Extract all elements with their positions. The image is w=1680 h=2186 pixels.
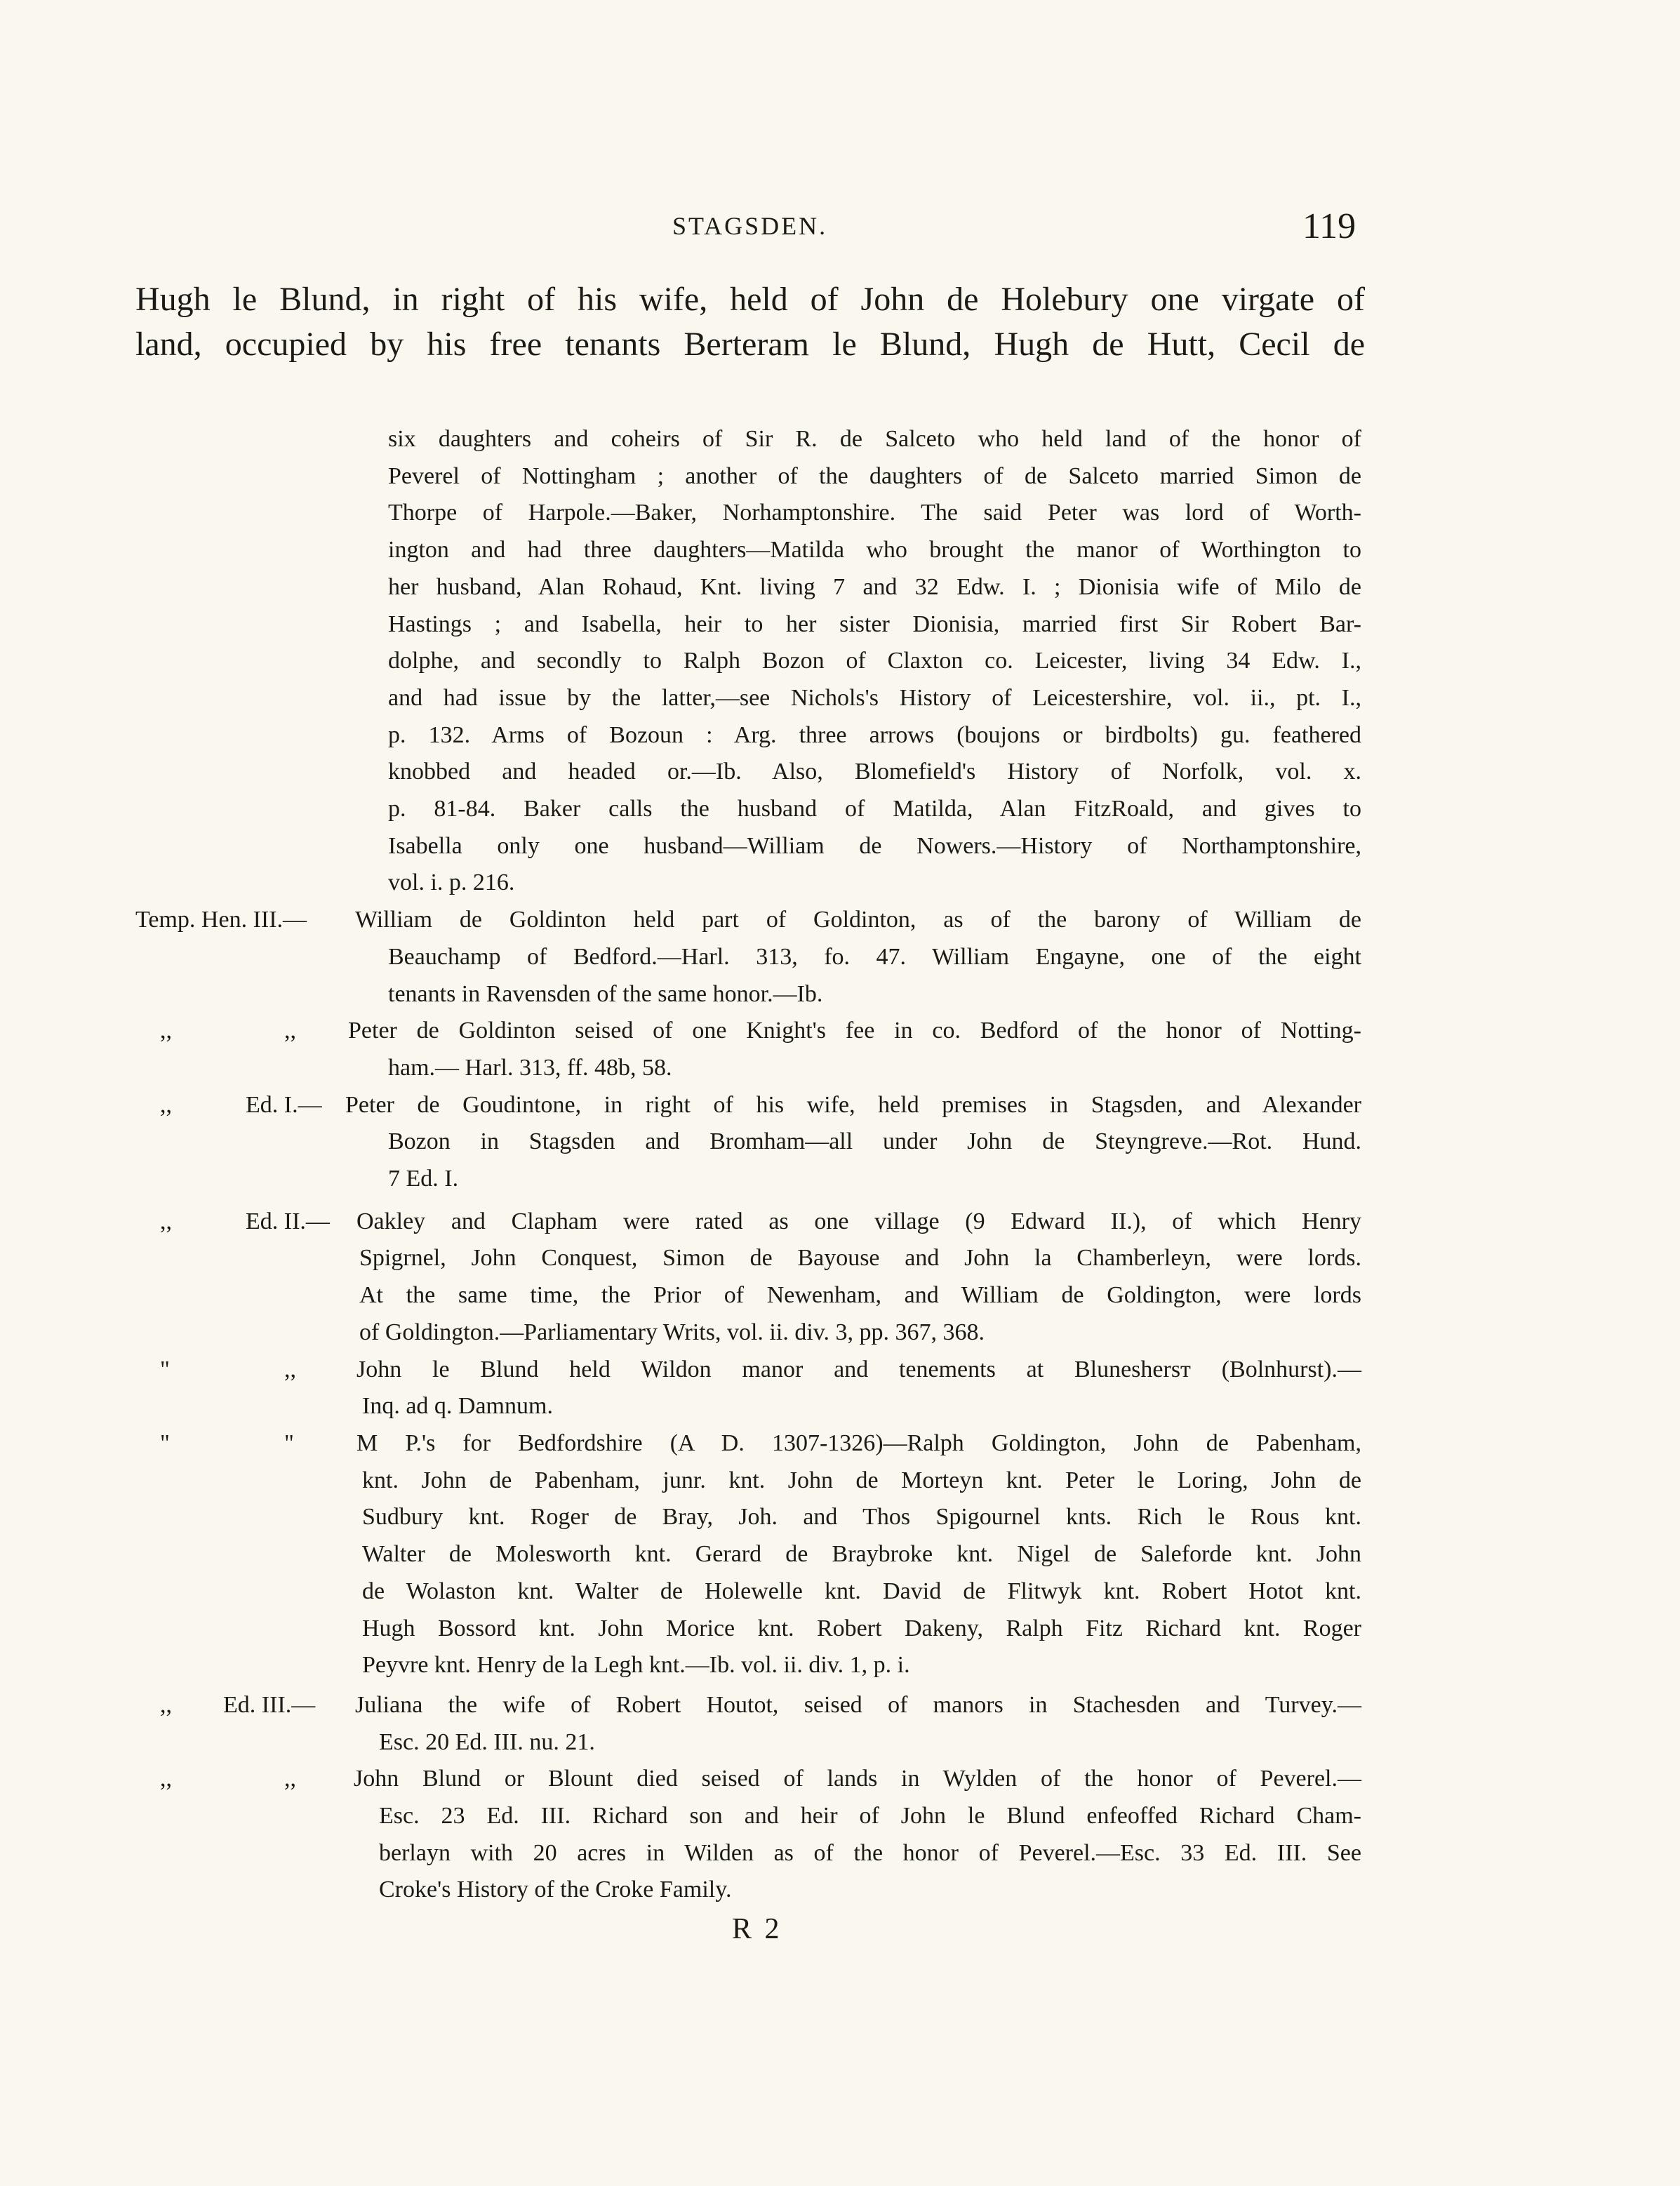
intro-line: Hugh le Blund, in right of his wife, held of John de Holebury one virgate of xyxy=(135,281,1365,318)
entry-line: Sudbury knt. Roger de Bray, Joh. and Thos Spigournel knts. Rich le Rous knt. xyxy=(362,1504,1361,1531)
note-line: knobbed and headed or.—Ib. Also, Blomefield's History of Norfolk, vol. x. xyxy=(388,759,1361,785)
ditto-mark: " xyxy=(160,1356,170,1382)
note-line: her husband, Alan Rohaud, Knt. living 7 and 32 Edw. I. ; Dionisia wife of Milo de xyxy=(388,573,1361,600)
ditto-mark: " xyxy=(284,1429,294,1456)
chronicle-entry xyxy=(0,1087,1680,1198)
ditto-mark: ,, xyxy=(284,1766,296,1792)
entry-first-line: John Blund or Blount died seised of lands in Wylden of the honor of Peverel.— xyxy=(354,1766,1361,1792)
chronicle-entry xyxy=(0,1013,1680,1086)
printer-signature: R 2 xyxy=(732,1913,782,1945)
page-number: 119 xyxy=(1302,206,1356,246)
note-line: ington and had three daughters—Matilda who brought the manor of Worthington to xyxy=(388,537,1361,564)
note-line: p. 81-84. Baker calls the husband of Matilda, Alan FitzRoald, and gives to xyxy=(388,796,1361,822)
ditto-mark: " xyxy=(160,1429,170,1456)
note-line: six daughters and coheirs of Sir R. de Salceto who held land of the honor of xyxy=(388,426,1361,452)
entry-line: 7 Ed. I. xyxy=(388,1166,459,1192)
note-line: Peverel of Nottingham ; another of the daughters of de Salceto married Simon de xyxy=(388,462,1361,489)
entry-line: Croke's History of the Croke Family. xyxy=(379,1877,732,1903)
entry-line: Inq. ad q. Damnum. xyxy=(362,1393,553,1420)
ditto-mark: ,, xyxy=(160,1018,172,1044)
entry-first-line: Oakley and Clapham were rated as one village (9 Edward II.), of which Henry xyxy=(356,1208,1361,1234)
ditto-mark: ,, xyxy=(284,1356,296,1382)
entry-line: Esc. 20 Ed. III. nu. 21. xyxy=(379,1728,595,1755)
note-line: Isabella only one husband—William de Nowers.—History of Northamptonshire, xyxy=(388,832,1361,859)
footnotes xyxy=(0,421,1680,1909)
note-line: vol. i. p. 216. xyxy=(388,869,515,896)
entry-first-line: M P.'s for Bedfordshire (A D. 1307-1326)—Ralph Goldington, John de Pabenham, xyxy=(356,1429,1361,1456)
entry-line: tenants in Ravensden of the same honor.—Ib. xyxy=(388,980,823,1007)
chronicle-entry xyxy=(0,1352,1680,1425)
entry-line: de Wolaston knt. Walter de Holewelle knt. David de Flitwyk knt. Robert Hotot knt. xyxy=(362,1578,1361,1604)
chronicle-entry xyxy=(0,1204,1680,1352)
ditto-mark: ,, xyxy=(160,1766,172,1792)
entry-line: Esc. 23 Ed. III. Richard son and heir of John le Blund enfeoffed Richard Cham- xyxy=(379,1803,1361,1830)
chronicle-entry xyxy=(0,1687,1680,1761)
note-line: Hastings ; and Isabella, heir to her sister Dionisia, married first Sir Robert Bar- xyxy=(388,611,1361,637)
entry-first-line: John le Blund held Wildon manor and tenements at Bluneshersт (Bolnhurst).— xyxy=(356,1356,1361,1382)
entry-line: Walter de Molesworth knt. Gerard de Braybroke knt. Nigel de Saleforde knt. John xyxy=(362,1541,1361,1568)
entry-line: knt. John de Pabenham, junr. knt. John de Morteyn knt. Peter le Loring, John de xyxy=(362,1467,1361,1493)
entry-line: Hugh Bossord knt. John Morice knt. Robert Dakeny, Ralph Fitz Richard knt. Roger xyxy=(362,1615,1361,1641)
ditto-mark: ,, xyxy=(284,1018,296,1044)
reign-label: Ed. II.— xyxy=(246,1208,330,1234)
chronicle-entry xyxy=(0,902,1680,1013)
entry-line: of Goldington.—Parliamentary Writs, vol. ii. div. 3, pp. 367, 368. xyxy=(359,1319,985,1345)
running-title: STAGSDEN. xyxy=(672,212,828,240)
reign-label: Ed. I.— xyxy=(246,1091,322,1118)
note-line: Thorpe of Harpole.—Baker, Norhamptonshire. The said Peter was lord of Worth- xyxy=(388,500,1361,526)
entry-first-line: Peter de Goudintone, in right of his wife, held premises in Stagsden, and Alexander xyxy=(345,1091,1361,1118)
note-line: and had issue by the latter,—see Nichols's History of Leicestershire, vol. ii., pt. I., xyxy=(388,684,1361,711)
entry-line: Peyvre knt. Henry de la Legh knt.—Ib. vol. ii. div. 1, p. i. xyxy=(362,1652,910,1679)
entry-line: Beauchamp of Bedford.—Harl. 313, fo. 47. William Engayne, one of the eight xyxy=(388,943,1361,970)
ditto-mark: ,, xyxy=(160,1691,172,1718)
intro-paragraph xyxy=(135,277,1365,367)
note-line: p. 132. Arms of Bozoun : Arg. three arrows (boujons or birdbolts) gu. feathered xyxy=(388,721,1361,748)
entry-first-line: Peter de Goldinton seised of one Knight's fee in co. Bedford of the honor of Notting- xyxy=(348,1018,1361,1044)
entry-line: berlayn with 20 acres in Wilden as of the honor of Peverel.—Esc. 33 Ed. III. See xyxy=(379,1839,1361,1866)
note-line: dolphe, and secondly to Ralph Bozon of Claxton co. Leicester, living 34 Edw. I., xyxy=(388,648,1361,674)
entry-line: ham.— Harl. 313, ff. 48b, 58. xyxy=(388,1054,672,1081)
entry-first-line: Juliana the wife of Robert Houtot, seised of manors in Stachesden and Turvey.— xyxy=(355,1691,1361,1718)
entry-line: Spigrnel, John Conquest, Simon de Bayouse and John la Chamberleyn, were lords. xyxy=(359,1245,1361,1272)
ditto-mark: ,, xyxy=(160,1208,172,1234)
entry-line: Bozon in Stagsden and Bromham—all under John de Steyngreve.—Rot. Hund. xyxy=(388,1128,1361,1155)
entry-line: At the same time, the Prior of Newenham, and William de Goldington, were lords xyxy=(359,1282,1361,1309)
footnote-continuation xyxy=(388,421,1361,902)
chronicle-entry xyxy=(0,1425,1680,1684)
entry-first-line: William de Goldinton held part of Goldinton, as of the barony of William de xyxy=(355,907,1361,933)
running-head xyxy=(0,206,1375,248)
intro-line: land, occupied by his free tenants Berteram le Blund, Hugh de Hutt, Cecil de xyxy=(135,326,1365,363)
reign-label: Temp. Hen. III.— xyxy=(135,907,307,933)
chronicle-entry xyxy=(0,1761,1680,1909)
reign-label: Ed. III.— xyxy=(223,1691,316,1718)
ditto-mark: ,, xyxy=(160,1091,172,1118)
